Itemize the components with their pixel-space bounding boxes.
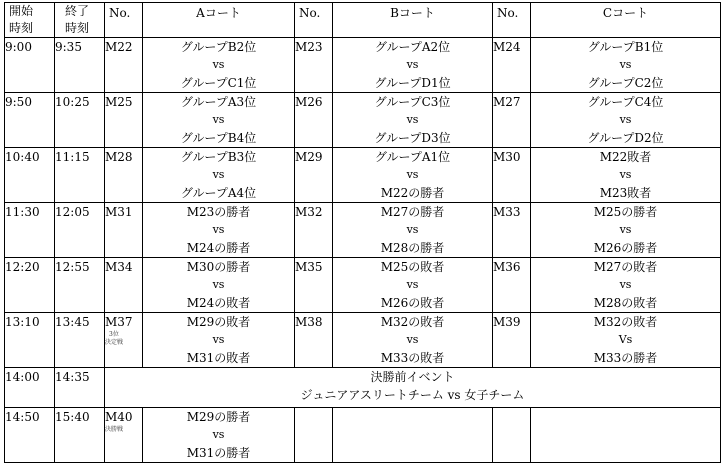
vs-label: vs [406,113,419,126]
header-end-line2: 時刻 [65,21,90,35]
vs-label: vs [406,168,419,181]
vs-label: vs [212,223,225,236]
end-time: 12:55 [55,258,105,313]
team1: グループA2位 [374,40,451,54]
match-cell-a [143,38,295,93]
match-no: M33 [493,203,531,258]
vs-label: vs [619,278,632,291]
empty-cell [333,408,493,463]
team2: M23敗者 [599,186,652,200]
team1: M23の勝者 [186,205,251,219]
team2: M22の勝者 [380,186,445,200]
vs-label: vs [619,58,632,71]
team2: M28の勝者 [380,241,445,255]
match-cell-b [333,93,493,148]
event-title: 決勝前イベント [370,370,455,384]
start-time: 11:30 [5,203,55,258]
vs-label: vs [406,333,419,346]
start-time: 14:00 [5,368,55,408]
start-time: 12:20 [5,258,55,313]
start-time: 9:50 [5,93,55,148]
start-time: 10:40 [5,148,55,203]
end-time: 13:45 [55,313,105,368]
table-row [5,148,721,203]
match-no: M22 [105,38,143,93]
team1: M27の敗者 [593,260,658,274]
empty-cell [531,408,721,463]
team2: グループD3位 [374,131,451,145]
header-start-line1: 開始 [9,4,34,18]
match-no [105,408,143,463]
team1: M32の敗者 [593,315,658,329]
match-cell-a [143,93,295,148]
team1: M25の勝者 [593,205,658,219]
match-no: M39 [493,313,531,368]
vs-label: vs [619,168,632,181]
match-cell-b [333,258,493,313]
table-row [5,93,721,148]
team2: M26の敗者 [380,296,445,310]
final-row [5,408,721,463]
match-no: M26 [295,93,333,148]
team2: M33の敗者 [380,351,445,365]
empty-cell [295,408,333,463]
match-cell-b [333,148,493,203]
match-cell-a [143,258,295,313]
header-end-line1: 終了 [65,4,90,18]
team2: グループB4位 [180,131,257,145]
match-no-label: M40 [105,410,133,424]
header-end-time [55,3,105,38]
header-no-c: No. [493,3,531,38]
team2: M26の勝者 [593,241,658,255]
header-no-a: No. [105,3,143,38]
team1: M29の敗者 [186,315,251,329]
team2: グループA4位 [180,186,257,200]
empty-cell [493,408,531,463]
match-no: M36 [493,258,531,313]
match-cell-a [143,203,295,258]
team2: グループD2位 [587,131,664,145]
match-cell-c [531,38,721,93]
match-cell-a [143,313,295,368]
match-cell-b [333,203,493,258]
team1: グループB1位 [587,40,664,54]
match-cell-a [143,148,295,203]
vs-label: vs [619,223,632,236]
match-no: M23 [295,38,333,93]
end-time: 15:40 [55,408,105,463]
team2: M33の勝者 [593,351,658,365]
vs-label: vs [406,58,419,71]
vs-label: vs [212,58,225,71]
match-no: M30 [493,148,531,203]
end-time: 14:35 [55,368,105,408]
table-row [5,313,721,368]
end-time: 12:05 [55,203,105,258]
team2: グループD1位 [374,76,451,90]
team1: グループC4位 [587,95,664,109]
table-row [5,38,721,93]
team2: M28の敗者 [593,296,658,310]
match-no [105,313,143,368]
match-schedule-table [4,2,721,463]
team2: M24の勝者 [186,241,251,255]
match-no: M31 [105,203,143,258]
team1: グループA1位 [374,150,451,164]
header-no-b: No. [295,3,333,38]
match-no: M28 [105,148,143,203]
team1: グループA3位 [180,95,257,109]
event-row [5,368,721,408]
start-time: 13:10 [5,313,55,368]
match-cell-c [531,148,721,203]
match-no-label: M37 [105,315,133,329]
event-cell [105,368,721,408]
match-cell-a [143,408,295,463]
end-time: 11:15 [55,148,105,203]
match-cell-b [333,38,493,93]
table-row [5,203,721,258]
match-no: M38 [295,313,333,368]
team1: M25の敗者 [380,260,445,274]
vs-label: vs [212,333,225,346]
vs-label: vs [212,113,225,126]
match-no: M27 [493,93,531,148]
match-no: M35 [295,258,333,313]
end-time: 9:35 [55,38,105,93]
team1: M29の勝者 [186,410,251,424]
event-matchup: ジュニアアスリートチーム vs 女子チーム [300,388,525,402]
header-court-b: Bコート [333,3,493,38]
start-time: 9:00 [5,38,55,93]
match-no: M24 [493,38,531,93]
match-no: M32 [295,203,333,258]
team1: グループC3位 [374,95,451,109]
match-no: M34 [105,258,143,313]
header-court-a: Aコート [143,3,295,38]
vs-label: vs [212,168,225,181]
header-start-line2: 時刻 [9,21,34,35]
match-no: M29 [295,148,333,203]
header-court-c: Cコート [531,3,721,38]
match-cell-c [531,313,721,368]
start-time: 14:50 [5,408,55,463]
team1: グループB3位 [180,150,257,164]
vs-label: vs [619,113,632,126]
team2: グループC1位 [180,76,257,90]
header-row [5,3,721,38]
team1: M27の勝者 [380,205,445,219]
team2: M31の勝者 [186,446,251,460]
team2: M24の敗者 [186,296,251,310]
final-note: 決勝戦 [105,426,124,433]
table-row [5,258,721,313]
end-time: 10:25 [55,93,105,148]
team2: グループC2位 [587,76,664,90]
team1: M32の敗者 [380,315,445,329]
vs-label: vs [212,428,225,441]
third-place-note2: 決定戦 [105,339,124,346]
vs-label: vs [406,278,419,291]
third-place-note: 3位 [109,331,119,338]
match-no: M25 [105,93,143,148]
match-cell-c [531,93,721,148]
vs-label: Vs [618,333,633,346]
team1: グループB2位 [180,40,257,54]
team1: M30の勝者 [186,260,251,274]
vs-label: vs [212,278,225,291]
team2: M31の敗者 [186,351,251,365]
header-start-time [5,3,55,38]
match-cell-b [333,313,493,368]
vs-label: vs [406,223,419,236]
match-cell-c [531,258,721,313]
match-cell-c [531,203,721,258]
team1: M22敗者 [599,150,652,164]
